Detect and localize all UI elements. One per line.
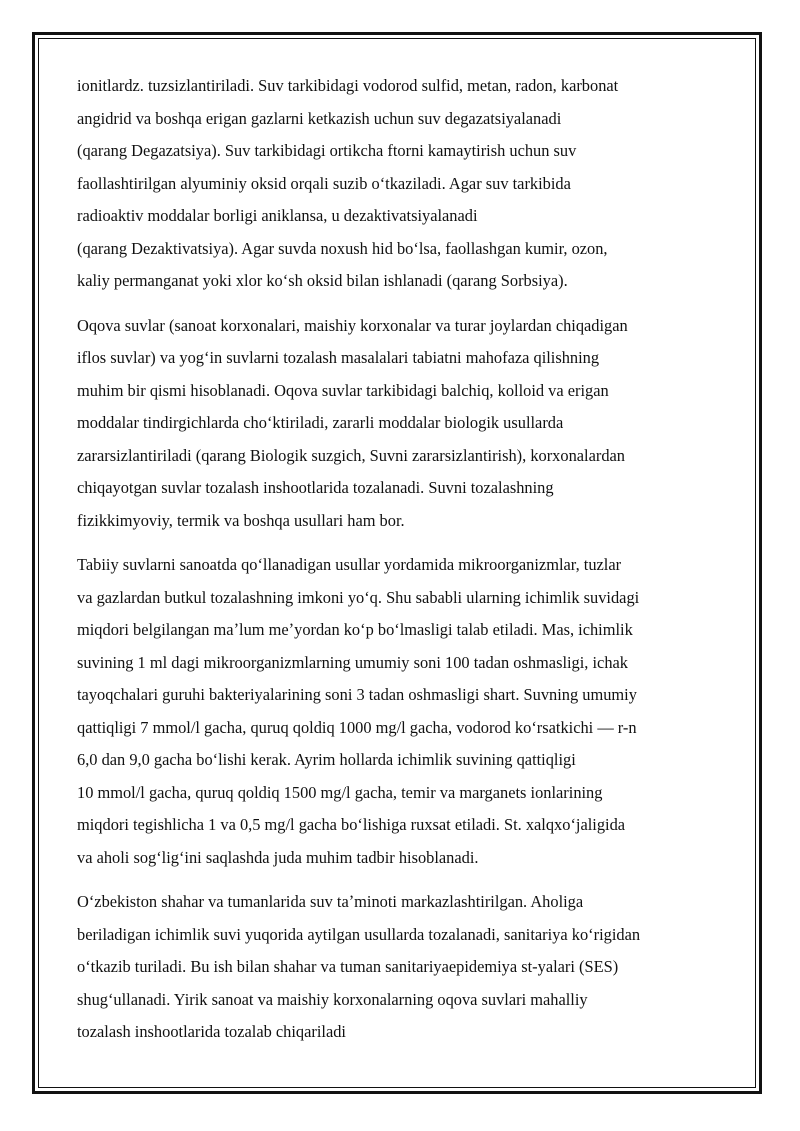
text-line: va aholi sogʻligʻini saqlashda juda muhim tadbir hisoblanadi. — [77, 847, 479, 867]
text-line: qattiqligi 7 mmol/l gacha, quruq qoldiq 1000 mg/l gacha, vodorod koʻrsatkichi — r-n — [77, 717, 637, 737]
text-line: zararsizlantiriladi (qarang Biologik suzgich, Suvni zararsizlantirish), korxonalardan — [77, 445, 625, 465]
text-line: beriladigan ichimlik suvi yuqorida aytilgan usullarda tozalanadi, sanitariya koʻrigidan — [77, 924, 641, 944]
paragraph-3 — [77, 549, 732, 874]
text-line: ionitlardz. tuzsizlantiriladi. Suv tarkibidagi vodorod sulfid, metan, radon, karbonat — [77, 76, 619, 95]
text-line: va gazlardan butkul tozalashning imkoni yoʻq. Shu sababli ularning ichimlik suvidagi — [77, 587, 640, 607]
text-line: oʻtkazib turiladi. Bu ish bilan shahar va tuman sanitariyaepidemiya st-yalari (SES) — [77, 957, 619, 976]
text-line: (qarang Degazatsiya). Suv tarkibidagi ortikcha ftorni kamaytirish uchun suv — [77, 141, 577, 160]
text-line: (qarang Dezaktivatsiya). Agar suvda noxush hid boʻlsa, faollashgan kumir, ozon, — [77, 238, 608, 258]
text-line: muhim bir qismi hisoblanadi. Oqova suvlar tarkibidagi balchiq, kolloid va erigan — [77, 380, 609, 400]
text-line: faollashtirilgan alyuminiy oksid orqali suzib oʻtkaziladi. Agar suv tarkibida — [77, 173, 571, 193]
text-line: miqdori tegishlicha 1 va 0,5 mg/l gacha boʻlishiga ruxsat etiladi. St. xalqxoʻjaligida — [77, 815, 626, 834]
text-line: fizikkimyoviy, termik va boshqa usullari ham bor. — [77, 510, 405, 530]
text-line: moddalar tindirgichlarda choʻktiriladi, zararli moddalar biologik usullarda — [77, 413, 564, 432]
text-line: chiqayotgan suvlar tozalash inshootlarida tozalanadi. Suvni tozalashning — [77, 478, 554, 497]
text-line: 10 mmol/l gacha, quruq qoldiq 1500 mg/l gacha, temir va marganets ionlarining — [77, 782, 603, 802]
text-line: angidrid va boshqa erigan gazlarni ketkazish uchun suv degazatsiyalanadi — [77, 108, 562, 128]
document-body — [77, 70, 732, 1061]
text-line: shugʻullanadi. Yirik sanoat va maishiy korxonalarning oqova suvlari mahalliy — [77, 989, 588, 1009]
text-line: tayoqchalari guruhi bakteriyalarining soni 3 tadan oshmasligi shart. Suvning umumiy — [77, 685, 637, 704]
text-line: Tabiiy suvlarni sanoatda qoʻllanadigan usullar yordamida mikroorganizmlar, tuzlar — [77, 555, 622, 574]
text-line: miqdori belgilangan maʼlum meʼyordan koʻp boʻlmasligi talab etiladi. Mas, ichimlik — [77, 620, 633, 639]
text-line: kaliy permanganat yoki xlor koʻsh oksid bilan ishlanadi (qarang Sorbsiya). — [77, 271, 568, 290]
text-line: Oʻzbekiston shahar va tumanlarida suv taʼminoti markazlashtirilgan. Aholiga — [77, 892, 584, 911]
paragraph-1 — [77, 70, 732, 298]
text-line: iflos suvlar) va yogʻin suvlarni tozalash masalalari tabiatni mahofaza qilishning — [77, 348, 600, 367]
text-line: 6,0 dan 9,0 gacha boʻlishi kerak. Ayrim hollarda ichimlik suvining qattiqligi — [77, 750, 576, 769]
text-line: radioaktiv moddalar borligi aniklansa, u dezaktivatsiyalanadi — [77, 206, 478, 225]
paragraph-2 — [77, 310, 732, 538]
paragraph-4 — [77, 886, 732, 1049]
text-line: Oqova suvlar (sanoat korxonalari, maishiy korxonalar va turar joylardan chiqadigan — [77, 315, 628, 335]
text-line: suvining 1 ml dagi mikroorganizmlarning umumiy soni 100 tadan oshmasligi, ichak — [77, 652, 628, 672]
text-line: tozalash inshootlarida tozalab chiqariladi — [77, 1022, 346, 1041]
